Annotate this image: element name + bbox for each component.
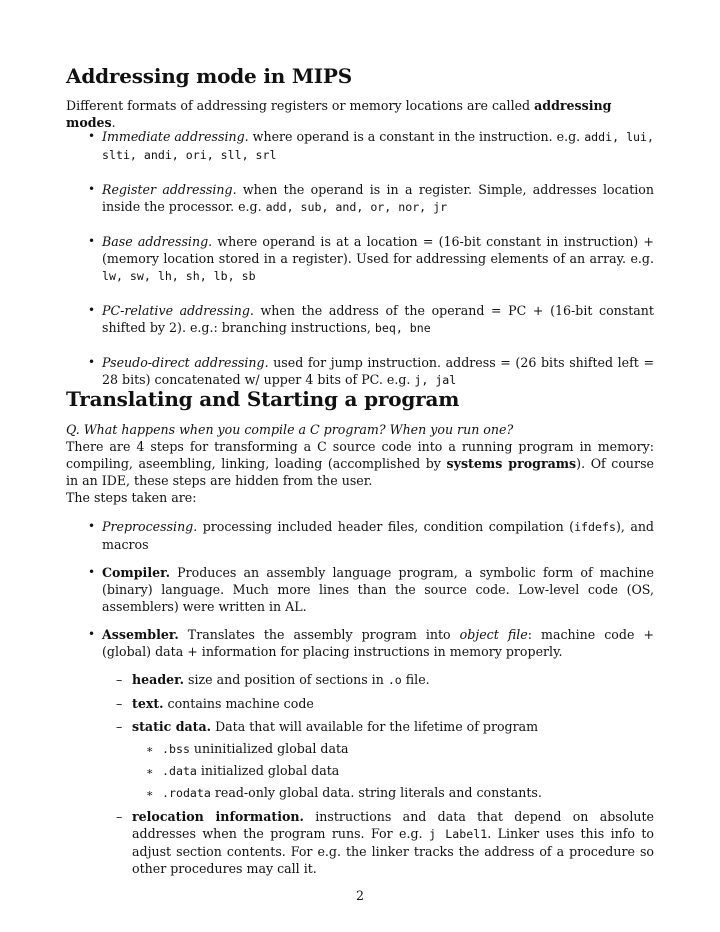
item-term: Compiler. — [102, 565, 170, 580]
item-text-end: ), and macros — [102, 519, 654, 552]
list-item-assembler — [66, 626, 654, 877]
item-code: j, jal — [414, 373, 457, 387]
intro-text: Different formats of addressing registers or memory locations are called — [66, 98, 535, 113]
item-text: processing included header files, condition compilation ( — [197, 519, 575, 534]
static-data-sublist — [132, 740, 654, 802]
bullet-icon: • — [88, 182, 96, 196]
item-term: PC-relative addressing. — [102, 303, 254, 318]
item-term: Assembler. — [102, 627, 179, 642]
star-icon: ∗ — [146, 787, 154, 800]
bullet-icon: • — [88, 129, 96, 143]
para-end: ). Of course in an IDE, these steps are hidden from the user. — [66, 456, 654, 488]
section-title-translating: Translating and Starting a program — [66, 387, 460, 411]
page-number: 2 — [355, 888, 364, 903]
item-emph: object file — [459, 627, 528, 642]
static-code: .rodata — [162, 786, 211, 800]
list-item-immediate — [66, 128, 654, 164]
static-item-data — [132, 762, 654, 780]
sublist-item-static-data — [102, 718, 654, 802]
sub-text-end: . Linker uses this info to adjust section contents. For e.g. the linker tracks the address of a procedure so other procedures may call it. — [132, 826, 654, 876]
item-text: Translates the assembly program into — [178, 627, 460, 642]
sub-term: static data. — [132, 719, 212, 734]
sub-text: size and position of sections in — [184, 672, 388, 687]
sub-term: relocation information. — [132, 809, 304, 824]
static-text: initialized global data — [196, 763, 340, 778]
sub-text: contains machine code — [163, 696, 314, 711]
sublist-item-header — [102, 671, 654, 689]
dash-icon: – — [116, 719, 123, 734]
steps-paragraph — [66, 438, 654, 489]
dash-icon: – — [116, 809, 123, 824]
bullet-icon: • — [88, 627, 96, 641]
addressing-modes-list — [66, 128, 654, 389]
star-icon: ∗ — [146, 765, 154, 778]
list-item-compiler — [66, 564, 654, 615]
dash-icon: – — [116, 672, 123, 687]
dash-icon: – — [116, 696, 123, 711]
para-text: There are 4 steps for transforming a C source code into a running program in memory: compiling, aseembling, linking, loading (accomplished by — [66, 439, 654, 471]
static-text: uninitialized global data — [189, 741, 349, 756]
sub-term: header. — [132, 672, 185, 687]
sublist-item-relocation — [102, 808, 654, 877]
static-code: .bss — [162, 742, 190, 756]
question-text: Q. What happens when you compile a C program? When you run one? — [66, 422, 514, 437]
star-icon: ∗ — [146, 743, 154, 756]
section2-intro — [66, 421, 654, 506]
intro-end: . — [111, 115, 116, 130]
section-title-addressing: Addressing mode in MIPS — [66, 64, 353, 88]
item-text-end: : machine code + (global) data + information for placing instructions in memory properly. — [102, 627, 654, 659]
item-term: Base addressing. — [102, 234, 213, 249]
static-item-rodata — [132, 784, 654, 802]
item-text: Produces an assembly language program, a symbolic form of machine (binary) language. Much more lines than the source code. Low-level code (OS, assemblers) were written in AL. — [102, 565, 654, 614]
assembler-sublist — [102, 671, 654, 877]
bullet-icon: • — [88, 519, 96, 533]
list-item-base — [66, 233, 654, 285]
item-code: lw, sw, lh, sh, lb, sb — [102, 269, 256, 283]
sub-code: .o — [387, 673, 402, 687]
item-text: used for jump instruction. address = (26 bits shifted left = 28 bits) concatenated w/ upper 4 bits of PC. e.g. — [102, 355, 655, 387]
item-text: where operand is a constant in the instruction. e.g. — [248, 129, 585, 144]
intro-paragraph — [66, 97, 654, 131]
static-text: read-only global data. string literals and constants. — [210, 785, 542, 800]
intro-bold: addressing modes — [66, 98, 612, 130]
list-item-preprocessing — [66, 518, 654, 553]
bullet-icon: • — [88, 355, 96, 369]
sub-code: j Label1 — [428, 827, 488, 841]
item-term: Immediate addressing. — [102, 129, 249, 144]
steps-intro: The steps taken are: — [66, 490, 197, 505]
static-item-bss — [132, 740, 654, 758]
item-term: Register addressing. — [102, 182, 237, 197]
bullet-icon: • — [88, 303, 96, 317]
item-code: add, sub, and, or, nor, jr — [265, 200, 448, 214]
list-item-pseudo-direct — [66, 354, 654, 389]
item-text: where operand is at a location = (16-bit constant in instruction) + (memory location stored in a register). Used for addressing elements of an array. e.g. — [102, 234, 654, 266]
sub-text: Data that will available for the lifetime of program — [211, 719, 539, 734]
static-code: .data — [162, 764, 197, 778]
bullet-icon: • — [88, 234, 96, 248]
item-text: when the address of the operand = PC + (16-bit constant shifted by 2). e.g.: branching instructions, — [102, 303, 654, 335]
item-code: beq, bne — [374, 321, 431, 335]
item-term: Pseudo-direct addressing. — [102, 355, 269, 370]
list-item-pc-relative — [66, 302, 654, 337]
para-bold: systems programs — [446, 456, 577, 471]
bullet-icon: • — [88, 565, 96, 579]
item-code: addi, lui, slti, andi, ori, sll, srl — [102, 130, 654, 162]
item-term: Preprocessing. — [102, 519, 198, 534]
item-text: when the operand is in a register. Simple, addresses location inside the processor. e.g. — [102, 182, 654, 214]
sub-term: text. — [132, 696, 164, 711]
item-code: ifdefs — [574, 520, 616, 534]
sub-text: instructions and data that depend on absolute addresses when the program runs. For e.g. — [132, 809, 655, 841]
steps-list — [66, 518, 654, 877]
sub-text-end: file. — [401, 672, 430, 687]
sublist-item-text — [102, 695, 654, 712]
list-item-register — [66, 181, 654, 216]
